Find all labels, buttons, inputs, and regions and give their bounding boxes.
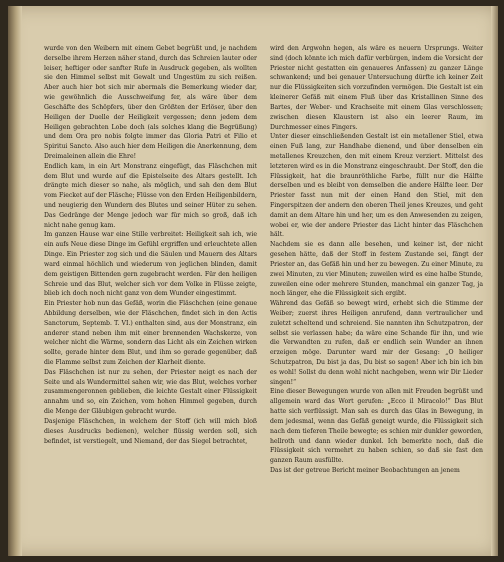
paragraph: Das Fläschchen ist nur zu sehen, der Priester neigt es nach der Seite und als Wundermittel sahen wir, wie das Blut, welches vorher zusammengeronnen geblieben, die leichte Gestalt einer Flüssigkeit annahm und so, ein Zeichen, vom hohen Himmel gegeben, durch die Menge der Gläubigen gebracht wurde. xyxy=(44,368,257,416)
paragraph: wird den Argwohn hegen, als wäre es neuern Ursprungs. Weiter sind (doch könnte ich mich dafür verbürgen, indem die Vorsicht der Priester nicht gestatten ein genaueres Anfassen) zu ganzer Länge schwankend; und bei genauer Untersuchung dürfte ich keiner Zeit nur die Flüssigkeiten sich vorzufinden vermögen. Die Gestalt ist ein kleinerer Gefäß mit einem Fluß über das Kristallinen Sinne des Bartes, der Weber- und Krachseite mit einem Glas verschlossen; zwischen diesen Klaustern ist also ein leerer Raum, im Durchmesser eines Fingers. xyxy=(270,45,483,131)
paragraph: Dasjenige Fläschchen, in welchem der Stoff (ich will mich bloß dieses Ausdrucks bedienen), welcher flüssig werden soll, sich befindet, ist verstiegelt, und Niemand, der das Siegel betrachtet, xyxy=(44,417,257,445)
paragraph: Das ist der getreue Bericht meiner Beobachtungen an jenem xyxy=(270,466,460,474)
paragraph: Während das Gefäß so bewegt wird, erhebt sich die Stimme der Weiber; zuerst ihres Heiligen anrufend, dann vertraulicher und zuletzt scheltend und schreiend. Sie nannten ihn Schutzpatron, der selbst sie verlassen habe; da wäre eine Schande für ihn, und wie die Verwandten zu rufen, daß er endlich sein Wunder an ihnen erzeigen möge. Darunter ward mir der Gesang: „O heiliger Schutzpatron, Du bist ja das, Du bist so sagen! Aber ich bin ich bin es wohl! Sollst du denn wohl nicht nachgeben, wenn wir Dir Lieder singen!“ xyxy=(270,300,483,386)
paragraph: Im ganzen Hause war eine Stille verbreitet: Heiligkeit sah ich, wie ein aufs Neue diese Dinge im Gefühl ergriffen und erleuchtete allen Dinge. Ein Priester zog sich und die Säulen und Mauern des Altars ward einmal höchlich und wiederum von jeglichen blinden, damit dem geistigen Bittenden gern zugebracht werden. Für den heiligen Schreie und das Blut, welcher sich vor dem Volke in Flüsse zeigte, blieb ich doch noch nicht ganz von dem Wunder eingestimmt. xyxy=(44,231,257,298)
paragraph: Eine dieser Bewegungen wurde von allen mit Freuden begrüßt und allgemein ward das Wort gerufen: „Ecco il Miracolo!“ Das Blut hatte sich verflüssigt. Man sah es durch das Glas in Bewegung, in dem jedesmal, wenn das Gefäß geneigt wurde, die Flüssigkeit sich nach dem tieferen Theile bewegte; es schien mir dunkler geworden, hellroth und dann wieder dunkel. Ich bemerkte noch, daß die Flüssigkeit sich vermehrt zu haben schien, so daß sie fast den ganzen Raum ausfüllte. xyxy=(270,388,483,465)
paragraph: wurde von den Weibern mit einem Gebet begrüßt und, je nachdem derselbe ihrem Herzen näher stand, durch das Schreien lauter oder leiser, heftiger oder sanfter Rufe in Ausdruck gegeben, als wollten sie den Himmel selbst mit Gewalt und Ungestüm zu sich reißen. Aber auch hier bot sich mir abermals die Bemerkung wieder dar, wie gewöhnlich die Ausschweifung fer, als wäre über dem Geschäfte des Schöpfers, über den Größten der Erlöser, über den Heiligen der Duelle der Heiligkeit vergessen; denn jedem dem Heiligen gebrachten Lobe doch (als solches klang die Begrüßung) und dem Ora pro nobis folgte immer das Gloria Patri et Filio et Spiritui Sancto. Also auch hier dem Heiligen die Anerkennung, dem Dreimaleinen allein die Ehre! xyxy=(44,45,257,160)
paragraph: Endlich kam, in ein Art Monstranz eingefügt, das Fläschchen mit dem Blut und wurde auf die Epistelseite des Altars gestellt. Ich drängte mich dieser so nahe, als möglich, und sah den dem Blut vom Fiecket auf der Fläsche; Flüsse von den Erden Heiligenbildern, und neugierig den Wundern des Blutes und seiner Hüter zu sehen. Das Gedränge der Menge jedoch war für mich so groß, daß ich nicht nahe genug kam. xyxy=(44,162,257,229)
left-text-column xyxy=(44,44,257,524)
page-gutter xyxy=(8,6,22,556)
book-page xyxy=(8,6,498,556)
paragraph: Ein Priester hob nun das Gefäß, worin die Fläschchen (eine genaue Abbildung derselben, wie der Fläschchen, findet sich in den Actis Sanctorum, Septemb. T. VI.) enthalten sind, aus der Monstranz, ein anderer stand neben ihm mit einer brennenden Wachskerze, von welcher nicht die Wärme, sondern das Licht als ein Zeichen wirken sollte, gerade hinter dem Blut, und ihm so gerade gegenüber, daß die Flamme selbst zum Zeichen der Klarheit diente. xyxy=(44,300,257,366)
paragraph: Unter dieser einschließenden Gestalt ist ein metallener Stiel, etwa einen Fuß lang, zur Handhabe dienend, und über denselben ein metallenes Kreuzchen, den mit einem Kreuz verziert. Mittelst des letzteren wird es in die Monstranz eingeschraubt. Der Stoff, den die Flüssigkeit, hat die braunröthliche Farbe, füllt nur die Hälfte derselben und es bleibt von demselben die andere Hälfte leer. Der Priester fasst nun mit der einen Hand den Stiel, mit den Fingerspitzen der andern den oberen Theil jenes Kreuzes, und geht damit an dem Altare hin und her, um es den Anwesenden zu zeigen, wobei er, wie der andere Priester das Licht hinter das Fläschchen hält. xyxy=(270,133,483,239)
page-edge xyxy=(491,6,498,556)
right-text-column xyxy=(270,44,483,524)
paragraph: Nachdem sie es dann alle besehen, und keiner ist, der nicht gesehen hätte, daß der Stoff in festem Zustande sei, fängt der Priester an, das Gefäß hin und her zu bewegen. Zu einer Minute, zu zwei Minuten, zu vier Minuten; zuweilen wird es eine halbe Stunde, zuweilen eine oder mehrere Stunden, manchmal ein ganzer Tag, ja noch länger, ehe die Flüssigkeit sich ergibt. xyxy=(270,241,483,298)
